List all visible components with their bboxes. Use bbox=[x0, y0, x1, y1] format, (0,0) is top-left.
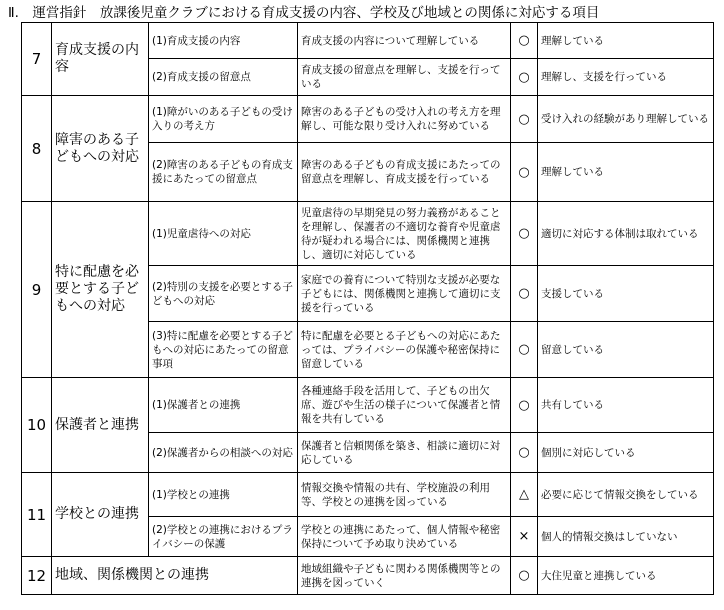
section-number: 11 bbox=[22, 473, 52, 557]
table-row bbox=[22, 96, 714, 143]
evaluation-comment: 留意している bbox=[538, 322, 714, 378]
item-description: 保護者と信頼関係を築き、相談に適切に対応している bbox=[298, 433, 511, 473]
section-number: 8 bbox=[22, 96, 52, 202]
evaluation-mark: × bbox=[511, 517, 538, 557]
evaluation-comment: 理解している bbox=[538, 23, 714, 59]
subitem-label: (1)障がいのある子どもの受け入りの考え方 bbox=[149, 96, 298, 143]
evaluation-comment: 大住児童と連携している bbox=[538, 557, 714, 595]
evaluation-comment: 理解し、支援を行っている bbox=[538, 59, 714, 96]
section-number: 12 bbox=[22, 557, 52, 595]
evaluation-table bbox=[21, 22, 714, 595]
table-row bbox=[22, 378, 714, 433]
item-description: 児童虐待の早期発見の努力義務があることを理解し、保護者の不適切な養育や児童虐待が疑われる場合には、関係機関と連携し、適切に対応している bbox=[298, 202, 511, 266]
item-description: 家庭での養育について特別な支援が必要な子どもには、関係機関と連携して適切に支援を行っている bbox=[298, 266, 511, 322]
evaluation-mark: ○ bbox=[511, 202, 538, 266]
table-row bbox=[22, 202, 714, 266]
subitem-label: (2)障害のある子どもの育成支援にあたっての留意点 bbox=[149, 143, 298, 202]
item-description: 障害のある子どもの育成支援にあたっての留意点を理解し、育成支援を行っている bbox=[298, 143, 511, 202]
evaluation-mark: ○ bbox=[511, 557, 538, 595]
evaluation-mark: ○ bbox=[511, 266, 538, 322]
item-description: 地域組織や子どもに関わる関係機関等との連携を図っていく bbox=[298, 557, 511, 595]
evaluation-mark: ○ bbox=[511, 23, 538, 59]
item-description: 情報交換や情報の共有、学校施設の利用等、学校との連携を図っている bbox=[298, 473, 511, 517]
section-title: 学校との連携 bbox=[52, 473, 149, 557]
evaluation-comment: 個別に対応している bbox=[538, 433, 714, 473]
section-title: 特に配慮を必要とする子どもへの対応 bbox=[52, 202, 149, 378]
evaluation-comment: 支援している bbox=[538, 266, 714, 322]
table-row bbox=[22, 557, 714, 595]
section-number: 9 bbox=[22, 202, 52, 378]
section-number: 7 bbox=[22, 23, 52, 96]
section-title: 地域、関係機関との連携 bbox=[52, 557, 298, 595]
subitem-label: (1)保護者との連携 bbox=[149, 378, 298, 433]
evaluation-mark: ○ bbox=[511, 322, 538, 378]
evaluation-mark: △ bbox=[511, 473, 538, 517]
subitem-label: (3)特に配慮を必要とする子どもへの対応にあたっての留意事項 bbox=[149, 322, 298, 378]
evaluation-mark: ○ bbox=[511, 96, 538, 143]
evaluation-comment: 個人的情報交換はしていない bbox=[538, 517, 714, 557]
evaluation-comment: 適切に対応する体制は取れている bbox=[538, 202, 714, 266]
subitem-label: (1)育成支援の内容 bbox=[149, 23, 298, 59]
evaluation-mark: ○ bbox=[511, 433, 538, 473]
table-row bbox=[22, 23, 714, 59]
section-title: 保護者と連携 bbox=[52, 378, 149, 473]
evaluation-mark: ○ bbox=[511, 143, 538, 202]
item-description: 特に配慮を必要とる子どもへの対応にあたっては、プライバシーの保護や秘密保持に留意している bbox=[298, 322, 511, 378]
subitem-label: (2)保護者からの相談への対応 bbox=[149, 433, 298, 473]
section-title: 育成支援の内容 bbox=[52, 23, 149, 96]
item-description: 学校との連携にあたって、個人情報や秘密保持について予め取り決めている bbox=[298, 517, 511, 557]
subitem-label: (2)育成支援の留意点 bbox=[149, 59, 298, 96]
subitem-label: (2)学校との連携におけるプライバシーの保護 bbox=[149, 517, 298, 557]
evaluation-comment: 受け入れの経験があり理解している bbox=[538, 96, 714, 143]
table-row bbox=[22, 473, 714, 517]
subitem-label: (2)特別の支援を必要とする子どもへの対応 bbox=[149, 266, 298, 322]
page-heading: Ⅱ. 運営指針 放課後児童クラブにおける育成支援の内容、学校及び地域との関係に対応する項目 bbox=[8, 5, 600, 21]
evaluation-comment: 必要に応じて情報交換をしている bbox=[538, 473, 714, 517]
item-description: 育成支援の内容について理解している bbox=[298, 23, 511, 59]
item-description: 各種連絡手段を活用して、子どもの出欠席、遊びや生活の様子について保護者と情報を共有している bbox=[298, 378, 511, 433]
item-description: 育成支援の留意点を理解し、支援を行っている bbox=[298, 59, 511, 96]
evaluation-comment: 共有している bbox=[538, 378, 714, 433]
item-description: 障害のある子どもの受け入れの考え方を理解し、可能な限り受け入れに努めている bbox=[298, 96, 511, 143]
section-title: 障害のある子どもへの対応 bbox=[52, 96, 149, 202]
subitem-label: (1)児童虐待への対応 bbox=[149, 202, 298, 266]
section-number: 10 bbox=[22, 378, 52, 473]
evaluation-mark: ○ bbox=[511, 378, 538, 433]
evaluation-mark: ○ bbox=[511, 59, 538, 96]
evaluation-comment: 理解している bbox=[538, 143, 714, 202]
subitem-label: (1)学校との連携 bbox=[149, 473, 298, 517]
